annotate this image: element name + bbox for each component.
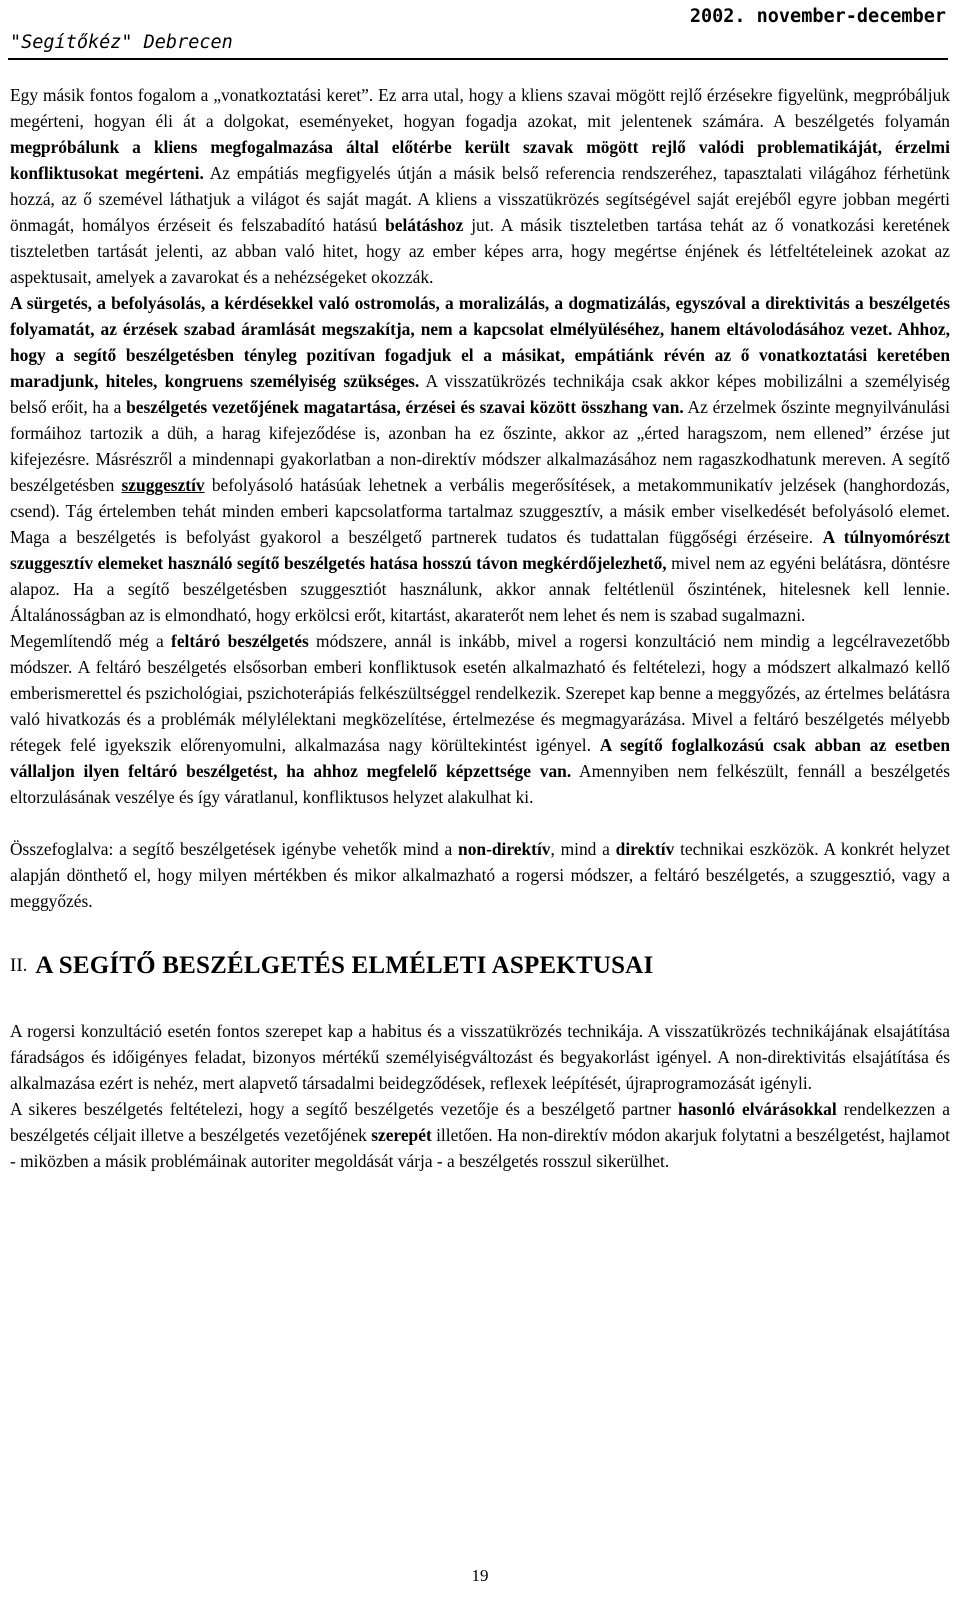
paragraph-directivity [10,290,950,628]
section-number: II. [10,955,28,976]
text-run: Az empátiás megfigyelés útján a másik belső referencia rendszeréhez, tapasztalati világához férhetünk hozzá, az ő szemével láthatjuk a világot és saját magát. A kliens a visszatükrözés segítségével saját erejéből egyre jobban megérti önmagát, homályos érzéseit és felszabadító hatású [10,163,950,235]
document-body [10,82,950,1174]
text-run: , mind a [550,839,616,859]
text-run: befolyásoló hatásúak lehetnek a verbális megerősítések, a metakommunikatív jelzések (hanghordozás, csend). Tág értelemben tehát minden emberi kapcsolatforma tartalmaz szuggesztív, a másik ember viselkedését befolyásoló elemet. Maga a beszélgetés is befolyást gyakorol a beszélgető partnerek tudatos és tudattalan függőségi érzéseire. [10,475,951,547]
bold-text: A túlnyomórészt szuggesztív elemeket használó segítő beszélgetés hatása hosszú távon megkérdőjelezhető, [10,527,950,573]
paragraph-summary [10,836,950,914]
bold-text: A segítő foglalkozású csak abban az esetben vállaljon ilyen feltáró beszélgetést, ha ahhoz megfelelő képzettsége van. [10,735,950,781]
text-run: illetően. Ha non-direktív módon akarjuk folytatni a beszélgetést, hajlamot - miközben a másik problémáinak autoriter megoldását várja - a beszélgetés rosszul sikerülhet. [10,1125,951,1171]
bold-underlined-text: szuggesztív [121,475,205,495]
paragraph-exploratory-conversation [10,628,950,810]
paragraph-reference-frame [10,82,950,290]
text-run: A visszatükrözés technikája csak akkor képes mobilizálni a személyiség belső erőit, ha a [10,371,950,417]
bold-text: A sürgetés, a befolyásolás, a kérdésekkel való ostromolás, a moralizálás, a dogmatizálás, egyszóval a direktivitás a beszélgetés folyamatát, az érzések szabad áramlását megszakítja, nem a kapcsolat elmélyüléséhez, hanem eltávolodásához vezet. Ahhoz, hogy a segítő beszélgetésben tényleg pozitívan fogadjuk el a másikat, empátiánk révén az ő vonatkoztatási keretében maradjunk, hiteles, kongruens személyiség szükséges. [10,293,950,391]
bold-text: hasonló elvárásokkal [678,1099,837,1119]
paragraph-spacer [10,914,950,940]
text-run: A rogersi konzultáció esetén fontos szerepet kap a habitus és a visszatükrözés technikája. A visszatükrözés technikájának elsajátítása fáradságos és időigényes feladat, bizonyos mértékű személyiségváltozást és begyakorlást igényel. A non-direktivitás elsajátítása és alkalmazása ezért is nehéz, mert alapvető társadalmi beidegződések, reflexek leépítését, újraprogramozását igényli. [10,1021,950,1093]
bold-text: szerepét [371,1125,432,1145]
section-title: A SEGÍTŐ BESZÉLGETÉS ELMÉLETI ASPEKTUSAI [35,952,654,979]
text-run: Összefoglalva: a segítő beszélgetések igénybe vehetők mind a [10,839,459,859]
bold-text: direktív [615,839,675,859]
bold-text: feltáró beszélgetés [171,631,309,651]
bold-text: belátáshoz [385,215,464,235]
header-date: 2002. november-december [689,6,946,27]
paragraph-rogers-consultation [10,1018,950,1096]
header-publication: "Segítőkéz" Debrecen [10,32,233,53]
paragraph-spacer [10,992,950,1018]
bold-text: non-direktív [458,839,551,859]
bold-text: megpróbálunk a kliens megfogalmazása által előtérbe került szavak mögött rejlő valódi problematikáját, érzelmi konfliktusokat megérteni. [10,137,950,183]
text-run: rendelkezzen a beszélgetés céljait illetve a beszélgetés vezetőjének [10,1099,950,1145]
text-run: Az érzelmek őszinte megnyilvánulási formáihoz tartozik a düh, a harag kifejeződése is, azonban ha ez őszinte, akkor az „érted haragszom, nem ellened” érzése jut kifejezésre. Másrészről a mindennapi gyakorlatban a non-direktív módszer alkalmazásához nem ragaszkodhatunk mereven. A segítő beszélgetésben [10,397,951,495]
text-run: technikai eszközök. A konkrét helyzet alapján dönthető el, hogy milyen mértékben és mikor alkalmazható a rogersi módszer, a feltáró beszélgetés, a szuggesztió, vagy a meggyőzés. [10,839,950,911]
text-run: mivel nem az egyéni belátásra, döntésre alapoz. Ha a segítő beszélgetésben szuggesztiót használunk, akkor annak feltétlenül őszintének, hitelesnek kell lennie. Általánosságban az is elmondható, hogy erkölcsi erőt, kitartást, akaraterőt nem lehet és nem is szabad sugalmazni. [10,553,951,625]
bold-text: beszélgetés vezetőjének magatartása, érzései és szavai között összhang van. [126,397,684,417]
text-run: Egy másik fontos fogalom a „vonatkoztatási keret”. Ez arra utal, hogy a kliens szavai mögött rejlő érzésekre figyelünk, megpróbáljuk megérteni, hogyan éli át a dolgokat, eseményeket, hogyan fogadja azokat, mit jelentenek számára. A beszélgetés folyamán [10,85,950,131]
text-run: Megemlítendő még a [10,631,172,651]
section-heading [10,940,950,992]
text-run: módszere, annál is inkább, mivel a rogersi konzultáció nem mindig a legcélravezetőbb módszer. A feltáró beszélgetés elsősorban emberi konfliktusok esetén alkalmazható és feltételezi, hogy a módszert alkalmazó kellő emberismerettel és pszichológiai, pszichoterápiás felkészültséggel rendelkezik. Szerepet kap benne a meggyőzés, az értelmes belátásra való hivatkozás és a problémák mélylélektani megközelítése, értelmezése és megmagyarázása. Mivel a feltáró beszélgetés mélyebb rétegek felé igyekszik előrenyomulni, alkalmazása nagy körültekintést igényel. [10,631,950,755]
paragraph-spacer [10,810,950,836]
text-run: Amennyiben nem felkészült, fennáll a beszélgetés eltorzulásának veszélye és így váratlanul, konfliktusos helyzet alakulhat ki. [10,761,950,807]
page-header [8,2,948,60]
page-number: 19 [471,1566,489,1585]
text-run: jut. A másik tiszteletben tartása tehát az ő vonatkozási keretének tiszteletben tartását jelenti, az abban való hitet, hogy az ember képes arra, hogy megértse énjének és létfeltételeinek azokat az aspektusait, amelyek a zavarokat és a nehézségeket okozzák. [10,215,950,287]
paragraph-successful-conversation [10,1096,950,1174]
text-run: A sikeres beszélgetés feltételezi, hogy a segítő beszélgetés vezetője és a beszélgető partner [10,1099,679,1119]
